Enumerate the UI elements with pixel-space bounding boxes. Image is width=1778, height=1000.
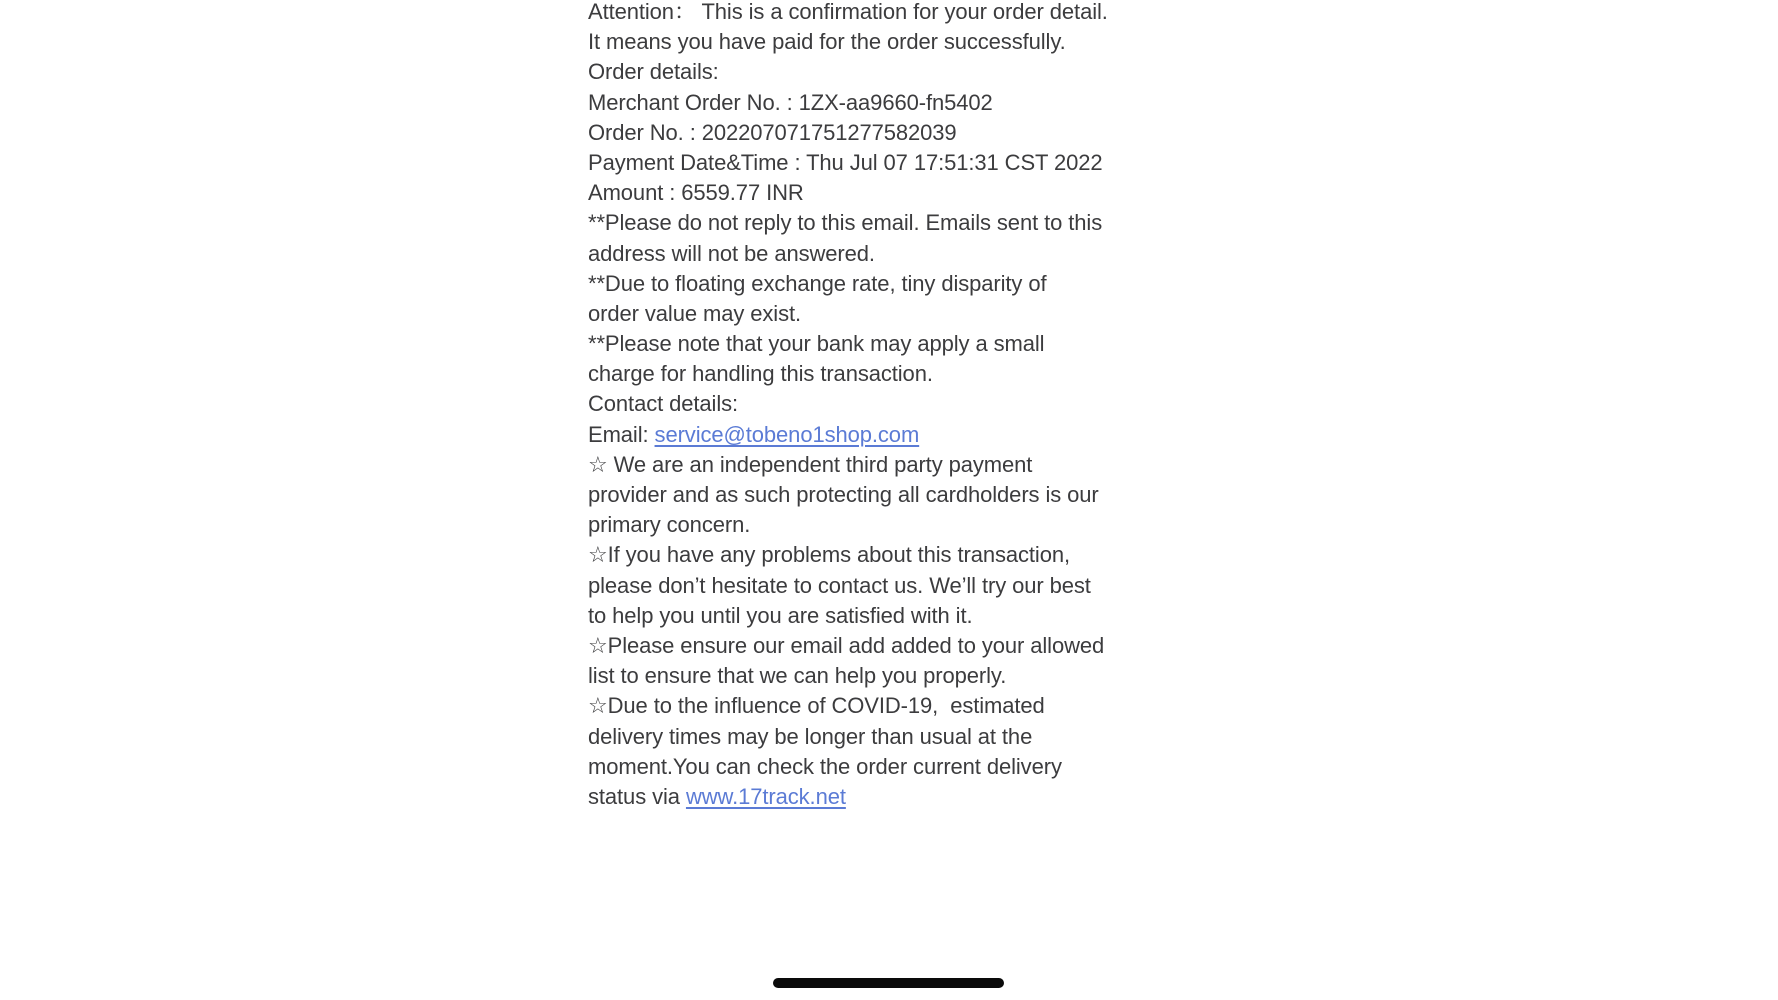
email-text-segment: list to ensure that we can help you properly. — [588, 663, 1007, 689]
email-line — [588, 148, 1208, 178]
email-text-segment: Attention： This is a confirmation for your order detail. — [588, 0, 1108, 24]
email-text-segment: Merchant Order No. : 1ZX-aa9660-fn5402 — [588, 89, 993, 115]
email-text-segment: Contact details: — [588, 391, 739, 417]
email-line — [588, 420, 1208, 450]
email-text-segment: Email: — [588, 421, 655, 447]
email-line — [588, 571, 1208, 601]
email-line — [588, 27, 1208, 57]
email-text-segment: Order details: — [588, 59, 719, 85]
email-text-segment: provider and as such protecting all cardholders is our — [588, 482, 1099, 507]
email-text-segment: **Due to floating exchange rate, tiny disparity of — [588, 270, 1047, 296]
email-line — [588, 601, 1208, 631]
email-text-segment: order value may exist. — [588, 300, 801, 326]
email-line — [588, 782, 1208, 812]
email-line — [588, 752, 1208, 782]
email-line — [588, 450, 1208, 480]
email-text-segment: Order No. : 202207071751277582039 — [588, 119, 957, 145]
tracking-link[interactable]: www.17track.net — [685, 783, 846, 809]
email-line — [588, 239, 1208, 269]
email-line — [588, 88, 1208, 118]
email-line — [588, 208, 1208, 238]
email-line — [588, 510, 1208, 540]
email-line — [588, 57, 1208, 87]
email-line — [588, 722, 1208, 752]
email-text-segment: to help you until you are satisfied with it. — [588, 602, 973, 628]
email-text-segment: Payment Date&Time : Thu Jul 07 17:51:31 CST 2022 — [588, 149, 1103, 175]
email-line — [588, 691, 1208, 721]
email-body-text — [588, 0, 1208, 812]
email-line — [588, 631, 1208, 661]
email-text-segment: It means you have paid for the order successfully. — [588, 29, 1066, 55]
email-text-segment: please don’t hesitate to contact us. We’ll try our best — [588, 572, 1091, 598]
email-line — [588, 389, 1208, 419]
email-line — [588, 269, 1208, 299]
email-text-segment: moment.You can check the order current delivery — [588, 753, 1062, 779]
email-text-segment: charge for handling this transaction. — [588, 361, 933, 387]
email-line — [588, 359, 1208, 389]
email-line — [588, 0, 1208, 27]
email-text-segment: delivery times may be longer than usual at the — [588, 723, 1033, 749]
email-line — [588, 480, 1208, 510]
email-text-segment: status via — [588, 783, 686, 809]
email-text-segment: ☆Please ensure our email add added to your allowed — [588, 632, 1105, 658]
email-text-segment: **Please do not reply to this email. Emails sent to this — [588, 210, 1103, 236]
email-line — [588, 178, 1208, 208]
email-text-segment: **Please note that your bank may apply a small — [588, 331, 1045, 357]
email-text-segment: ☆If you have any problems about this transaction, — [588, 542, 1070, 568]
email-line — [588, 118, 1208, 148]
contact-email-link[interactable]: service@tobeno1shop.com — [654, 421, 920, 447]
email-line — [588, 661, 1208, 691]
email-text-segment: ☆Due to the influence of COVID-19, estimated — [588, 693, 1045, 719]
email-line — [588, 540, 1208, 570]
email-line — [588, 299, 1208, 329]
email-text-segment: ☆ We are an independent third party payment — [588, 451, 1033, 477]
home-indicator-bar[interactable] — [773, 978, 1004, 988]
email-text-segment: primary concern. — [588, 512, 751, 538]
email-line — [588, 329, 1208, 359]
email-text-segment: Amount : 6559.77 INR — [588, 180, 804, 206]
email-text-segment: address will not be answered. — [588, 240, 875, 266]
